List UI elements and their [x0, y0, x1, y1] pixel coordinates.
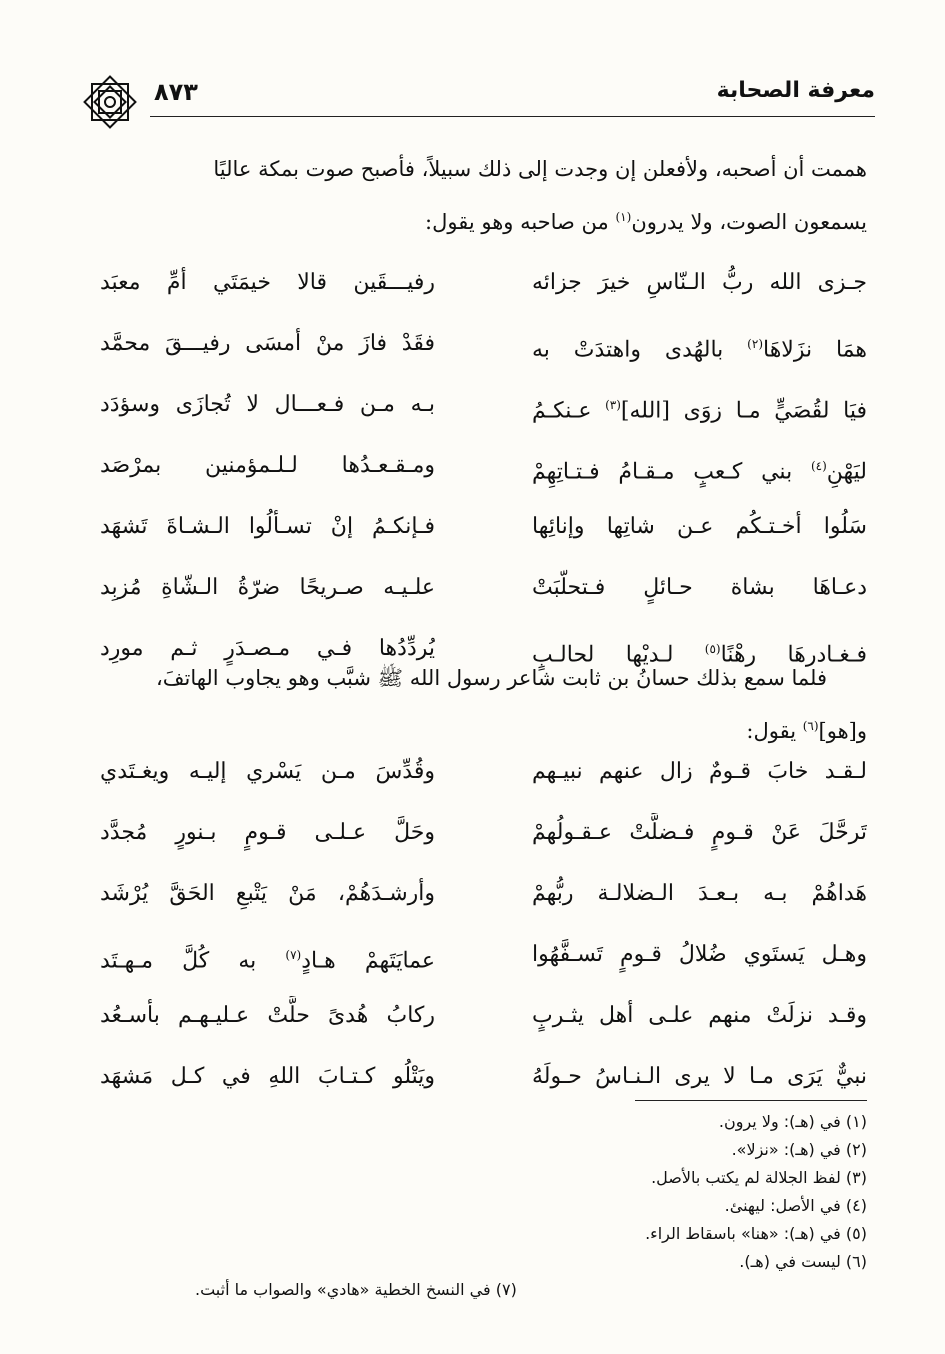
- hemistich-second: ركابُ هُدىً حلَّتْ عـليـهـم بأسـعُد: [100, 1003, 435, 1028]
- hemistich-second: ويَتْلُو كـتـابَ اللهِ في كـل مَشهَد: [100, 1064, 435, 1089]
- hemistich-text: عـنكـمُ: [532, 398, 606, 424]
- hemistich-text: همَا نزَلاهَا: [763, 337, 867, 363]
- hemistich-first: [532, 324, 867, 370]
- octagram-ornament-icon: [80, 72, 140, 132]
- hemistich-first: نبيٌّ يَرَى مـا لا يرى الـنـاسُ حـولَهُ: [532, 1064, 867, 1089]
- prose-text: و[هو]: [818, 719, 867, 743]
- verse: [100, 507, 867, 568]
- hemistich-text: لـديْها لحالـبٍ: [532, 642, 705, 668]
- hemistich-first: سَلُوا أخـتـكُم عـن شاتِها وإنائِها: [532, 514, 867, 539]
- transition-paragraph: [100, 654, 867, 755]
- prose-text: يقول:: [746, 719, 803, 743]
- page-header: [80, 78, 875, 118]
- footnote: (٢) في (هـ): «نزلا».: [731, 1140, 867, 1159]
- footnote-ref: (٣): [605, 398, 621, 412]
- verse: [100, 752, 867, 813]
- hemistich-second: وقُدِّسَ مـن يَسْري إليـه ويغـتَدي: [100, 759, 435, 784]
- verse: [100, 446, 867, 507]
- prose-text: يسمعون الصوت، ولا يدرون: [631, 210, 867, 234]
- poem-first: [100, 263, 867, 690]
- footnote-ref: (٤): [810, 459, 827, 473]
- prose-line: هممت أن أصحبه، ولأفعلن إن وجدت إلى ذلك سبيلاً، فأصبح صوت بمكة عاليًا: [213, 157, 867, 181]
- hemistich-text: ليَهْنِ: [826, 459, 867, 485]
- hemistich-text: فـغـادرهَا رهْنًا: [720, 642, 867, 668]
- verse: [100, 324, 867, 385]
- intro-paragraph: [100, 145, 867, 246]
- footnote: (٥) في (هـ): «هنا» باسقاط الراء.: [645, 1224, 867, 1243]
- hemistich-text: بالهُدى واهتدَتْ به: [532, 337, 748, 363]
- hemistich-first: تَرحَّلَ عَنْ قـومٍ فـضلَّتْ عـقـولُهمْ: [532, 820, 867, 845]
- footnote: (٣) لفظ الجلالة لم يكتب بالأصل.: [651, 1168, 867, 1187]
- hemistich-first: [532, 385, 867, 431]
- hemistich-second: علـيـه صـريحًا ضرّةُ الـشّاةِ مُزبِد: [100, 575, 435, 600]
- footnote-ref: (٥): [704, 642, 721, 656]
- hemistich-second: بـه مـن فـعـــال لا تُجازَى وسؤدَد: [100, 392, 435, 417]
- footnotes-list: [167, 1108, 867, 1276]
- hemistich-first: وقـد نزلَتْ منهم علـى أهل يثـربٍ: [532, 1003, 867, 1028]
- footnote-divider: [635, 1100, 867, 1101]
- hemistich-first: وهـل يَستَوي ضُلالُ قـومٍ تَسـفَّهُوا: [532, 942, 867, 967]
- hemistich-second: فـإنكـمُ إنْ تسـألُوا الـشـاةَ تَشهَد: [100, 514, 435, 539]
- book-title: معرفة الصحابة: [716, 78, 875, 103]
- hemistich-text: عمايَتَهمْ هـادٍ: [301, 948, 435, 974]
- poem-second: [100, 752, 867, 1118]
- hemistich-text: به كُلَّ مـهـتَد: [100, 948, 286, 974]
- hemistich-second: رفيـــقَين قالا خيمَتَي أمِّ معبَد: [100, 270, 435, 295]
- footnote-ref: (١): [615, 210, 632, 224]
- footnote-ref: (٧): [285, 948, 302, 962]
- prose-text: من صاحبه وهو يقول:: [425, 210, 616, 234]
- hemistich-first: [532, 446, 867, 492]
- hemistich-first: دعـاهَا بشاة حـائلٍ فـتحلّبَتْ: [532, 575, 867, 600]
- verse: [100, 568, 867, 629]
- verse: [100, 385, 867, 446]
- footnote: (٦) ليست في (هـ).: [739, 1252, 867, 1271]
- verse: [100, 263, 867, 324]
- footnote-ref: (٢): [747, 337, 763, 351]
- verse: [100, 935, 867, 996]
- verse: [100, 996, 867, 1057]
- header-divider: [150, 116, 875, 117]
- hemistich-second: ومـقـعـدُها لـلـمؤمنين بمرْصَد: [100, 453, 435, 478]
- verse: [100, 874, 867, 935]
- hemistich-second: [100, 935, 435, 981]
- hemistich-second: يُردِّدُها فـي مـصـدَرٍ ثـم مورِد: [100, 636, 435, 661]
- hemistich-second: وحَلَّ عـلـى قـومٍ بـنورٍ مُجدَّد: [100, 820, 435, 845]
- hemistich-second: وأرشـدَهُمْ، مَنْ يَتْبعِ الحَقَّ يُرْشَد: [100, 881, 435, 906]
- hemistich-text: بني كـعبٍ مـقـامُ فـتـاتِهِمْ: [532, 459, 811, 485]
- footnote: (١) في (هـ): ولا يرون.: [718, 1112, 867, 1131]
- hemistich-text: فيَا لقُصَيٍّ مـا زوَى [الله]: [620, 398, 867, 424]
- hemistich-first: هَداهُمْ بـه بـعـدَ الـضلالـة ربُّهمْ: [532, 881, 867, 906]
- prose-line: [100, 702, 867, 755]
- page-number: ٨٧٣: [154, 78, 198, 106]
- footnote: (٧) في النسخ الخطية «هادي» والصواب ما أثبت.: [195, 1280, 517, 1299]
- verse: [100, 813, 867, 874]
- hemistich-first: لـقـد خابَ قـومٌ زال عنهم نبيـهم: [532, 759, 867, 784]
- footnote: (٤) في الأصل: ليهنئ.: [724, 1196, 867, 1215]
- hemistich-second: فقَدْ فازَ منْ أمسَى رفيـــقَ محمَّد: [100, 331, 435, 356]
- prose-line: [100, 193, 867, 246]
- footnote-ref: (٦): [802, 719, 819, 733]
- prose-line: فلما سمع بذلك حسانُ بن ثابت شاعر رسول الله ﷺ شبَّب وهو يجاوب الهاتفَ،: [155, 666, 827, 690]
- hemistich-first: جـزى الله ربُّ الـنّاسِ خيرَ جزائه: [532, 270, 867, 295]
